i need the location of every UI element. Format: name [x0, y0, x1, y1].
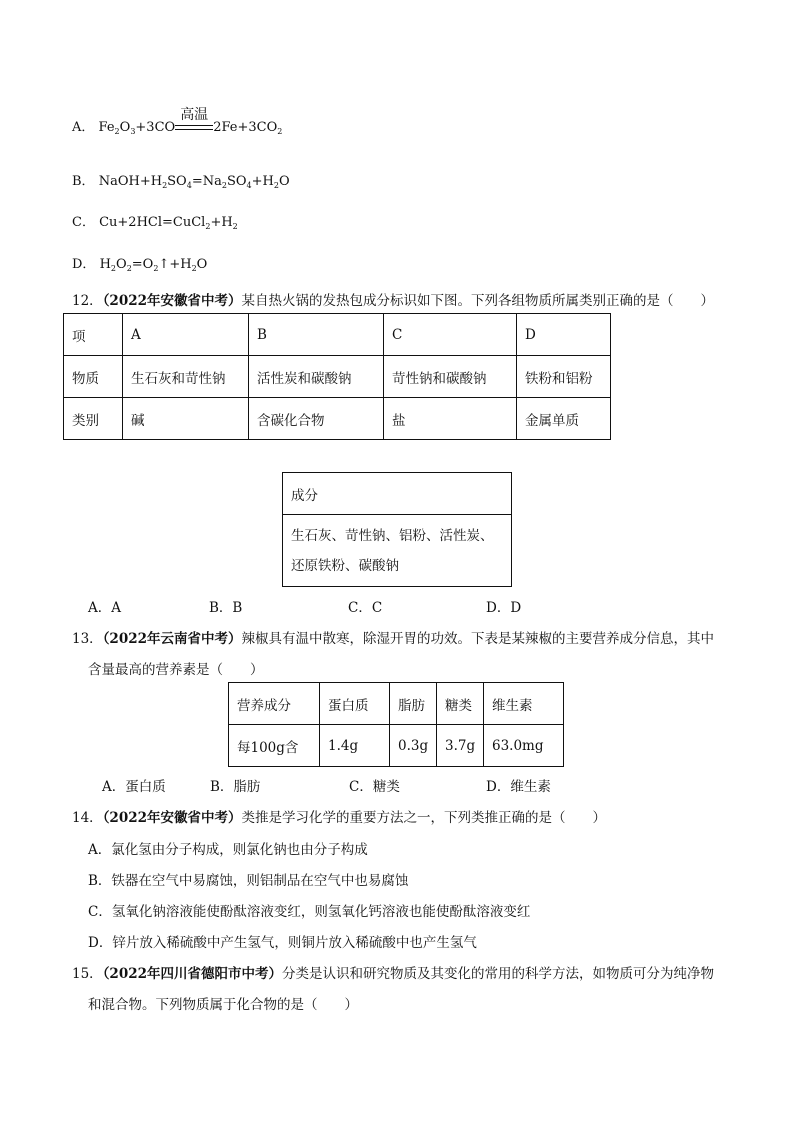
q13-option-a: A．蛋白质: [102, 779, 166, 795]
table-row: 生石灰、苛性钠、铝粉、活性炭、 还原铁粉、碳酸钠: [283, 515, 512, 587]
nutrition-table: [228, 682, 564, 767]
option-d-equation: D． $H_2O_2=O_2↑+H_2O$: [72, 257, 208, 273]
table-row: 每100g含 1.4g 0.3g 3.7g 63.0mg: [229, 725, 564, 767]
q12-option-b: B．B: [209, 600, 243, 616]
table-row: 类别 碱 含碳化合物 盐 金属单质: [64, 398, 611, 440]
question-14-stem: 14．（2022年安徽省中考）类推是学习化学的重要方法之一，下列类推正确的是（ ）: [72, 810, 607, 826]
question-13-stem-cont: 含量最高的营养素是（ ）: [88, 662, 264, 678]
q14-option-b: B．铁器在空气中易腐蚀，则铝制品在空气中也易腐蚀: [88, 873, 409, 889]
option-b-equation: B． $NaOH+H_2SO_4=Na_2SO_4+H_2O$: [72, 174, 290, 190]
question-15-stem: 15．（2022年四川省德阳市中考）分类是认识和研究物质及其变化的常用的科学方法，如物质可分为纯净物: [72, 966, 715, 982]
question-12-table: [63, 313, 611, 440]
q14-option-d: D．锌片放入稀硫酸中产生氢气，则铜片放入稀硫酸中也产生氢气: [88, 935, 477, 951]
table-row: 物质 生石灰和苛性钠 活性炭和碳酸钠 苛性钠和碳酸钠 铁粉和铝粉: [64, 356, 611, 398]
question-13-stem: 13．（2022年云南省中考）辣椒具有温中散寒，除湿开胃的功效。下表是某辣椒的主要营养成分信息，其中: [72, 631, 715, 647]
q13-option-b: B．脂肪: [210, 779, 261, 795]
table-row: 成分: [283, 473, 512, 515]
question-15-stem-cont: 和混合物。下列物质属于化合物的是（ ）: [88, 997, 358, 1013]
question-12-stem: 12．（2022年安徽省中考）某自热火锅的发热包成分标识如下图。下列各组物质所属类别正确的是（ ）: [72, 293, 715, 309]
q12-option-d: D．D: [486, 600, 522, 616]
q14-option-a: A．氯化氢由分子构成，则氯化钠也由分子构成: [88, 842, 368, 858]
q12-option-c: C．C: [348, 600, 383, 616]
ingredient-label-box: [282, 472, 512, 587]
q13-option-d: D．维生素: [486, 779, 551, 795]
reaction-condition-arrow: 高温: [175, 122, 213, 134]
q14-option-c: C．氢氧化钠溶液能使酚酞溶液变红，则氢氧化钙溶液也能使酚酞溶液变红: [88, 904, 531, 920]
q12-option-a: A．A: [88, 600, 121, 616]
table-row: 项 A B C D: [64, 314, 611, 356]
table-row: 营养成分 蛋白质 脂肪 糖类 维生素: [229, 683, 564, 725]
q13-option-c: C．糖类: [349, 779, 400, 795]
option-a-equation: A． $Fe_2O_3+3CO$ 高温 $2Fe+3CO_2$: [72, 106, 283, 136]
option-c-equation: C． $Cu+2HCl=CuCl_2+H_2$: [72, 215, 238, 231]
